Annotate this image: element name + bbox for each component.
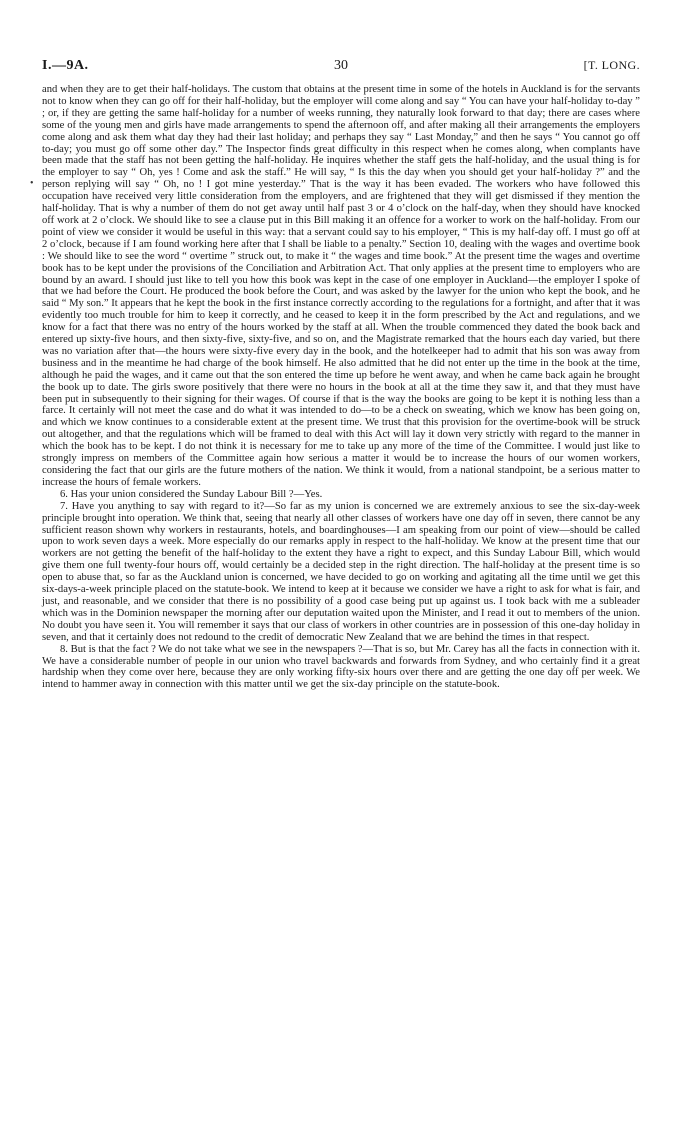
page-number: 30	[334, 58, 348, 73]
question-8: 8. But is that the fact ? We do not take what we see in the newspapers ?—That is so, but Mr. Carey has all the facts in connection with it. We have a considerable number of people in our union who travel backwards and forwards from Sydney, and who certainly find it a great hardship when they come over here, because they are only working fifty-six hours over there and are getting the one day off per week. We intend to hammer away in connection with this matter until we get the six-day principle on the statute-book.	[42, 643, 640, 691]
running-header	[42, 58, 640, 78]
question-6: 6. Has your union considered the Sunday Labour Bill ?—Yes.	[60, 488, 323, 500]
margin-dot: •	[30, 178, 34, 189]
question-7: 7. Have you anything to say with regard to it?—So far as my union is concerned we are extremely anxious to see the six-day-week principle brought into operation. We think that, seeing that nearly all other classes of workers have one day off in seven, there cannot be any sufficient reason shown why workers in restaurants, hotels, and boardinghouses—I am speaking from our point of view—should be called upon to work seven days a week. More especially do our remarks apply in respect to the half-holiday. We know at the present time that our workers are not getting the benefit of the half-holiday to the extent they have a right to expect, and this Sunday Labour Bill, which would give them one full twenty-four hours off, would certainly be a decided step in the right direction. The half-holiday at the present time is so open to abuse that, so far as the Auckland union is concerned, we have decided to go on working and agitating all the time until we get this six-days-a-week principle placed on the statute-book. We intend to keep at it because we consider we have a right to ask for what is fair, and just, and reasonable, and we consider that there is no possibility of a good case being put up against us. I took back with me a subleader which was in the Dominion newspaper the morning after our deputation waited upon the Minister, and I read it out to members of the union. No doubt you have seen it. You will remember it says that our class of workers in other countries are in possession of this one-day holiday in seven, and that it certainly does not redound to the credit of democratic New Zealand that we are behind the times in that respect.	[42, 500, 640, 643]
witness-name: [T. LONG.	[583, 58, 640, 72]
body-text	[42, 84, 640, 691]
document-reference: I.—9A.	[42, 58, 89, 73]
paragraph-continuation: and when they are to get their half-holidays. The custom that obtains at the present time in some of the hotels in Auckland is for the servants not to know when they can go off for their half-holiday, but the employer will come along and say “ You can have your half-holiday to-day ” ; or, if they are getting the same half-holiday for a number of weeks running, they naturally look forward to that day; there are cases where some of the young men and girls have made arrangements to spend the afternoon off, and after making all their arrangements the employers come along and ask them what day they had their last holiday; and perhaps they say “ Last Monday,” and then he says “ You cannot go off to-day; you must go off some other day.” The Inspector finds great difficulty in this respect when he comes along, when complants have been made that the staff has not been getting the half-holiday. He inquires whether the staff gets the half-holiday, and the usual thing is for the employer to say “ Oh, yes ! Come and ask the staff.” He will say, “ Is this the day when you should get your half-holiday ?” and the person replying will say “ Oh, no ! I got mine yesterday.” That is the way it has been evaded. The workers who have followed this occupation have received very little consideration from the employers, and are frightened that they will get dismissed if they mention the half-holiday. That is why a number of them do not get away until half past 3 or 4 o’clock on the half-day, when they should have knocked off work at 2 o’clock. We should like to see a clause put in this Bill making it an offence for a worker to work on the half-holiday. From our point of view we consider it would be useful in this way: that a servant could say to his employer, “ This is my half-day off. I must go off at 2 o’clock, because if I am found working here after that I shall be liable to a penalty.” Section 10, dealing with the wages and overtime book : We should like to see the word “ overtime ” struck out, to make it “ the wages and time book.” At the present time the wages and overtime book has to be kept under the provisions of the Conciliation and Arbitration Act. That only applies at the present time to employers who are bound by an award. I should just like to tell you how this book was kept in the case of one employer in Auckland—the employer I spoke of that we had before the Court. He produced the book before the Court, and was asked by the lawyer for the union who kept the book, and he said “ My son.” It appears that he kept the book in the first instance correctly according to the regulations for a fortnight, and after that it was evidently too much trouble for him to keep it correctly, and he ceased to keep it in the form prescribed by the Act and regulations, and we know for a fact that there was no entry of the hours worked by the staff at all. When the trouble commenced they dated the book back and entered up sixty-five hours, and then sixty-five, sixty-five, and so on, and the Magistrate remarked that the hours each day varied, but there was no variation after that—the hours were sixty-five every day in the book, and the hotelkeeper had to admit that his son was away from business and in the meantime he had charge of the book himself. He also admitted that he did not enter up the time in the book at the time, although he paid the wages, and it came out that the son entered the time up before he went away, and when he came back again he brought the book up to date. The girls swore positively that there were no hours in the book at all at the time they saw it, and that they must have been put in subsequently to their signing for their wages. Of course if that is the way the books are going to be kept it is nothing less than a farce. It certainly will not meet the case and do what it was intended to do—to be a check on sweating, which we know has been going on, and which we know continues to a considerable extent at the present time. We trust that this provision for the overtime-book will be struck out altogether, and that the regulations which will be framed to deal with this Act will lay it down very strictly with regard to the manner in which the book has to be kept. I do not think it is necessary for me to take up any more of the time of the Committee. I would just like to strongly impress on members of the Committee again how serious a matter it would be to increase the hours of our women workers, considering the fact that our girls are the future mothers of the nation. We think it would, from a national standpoint, be a serious matter to increase the hours of female workers.	[42, 84, 640, 488]
